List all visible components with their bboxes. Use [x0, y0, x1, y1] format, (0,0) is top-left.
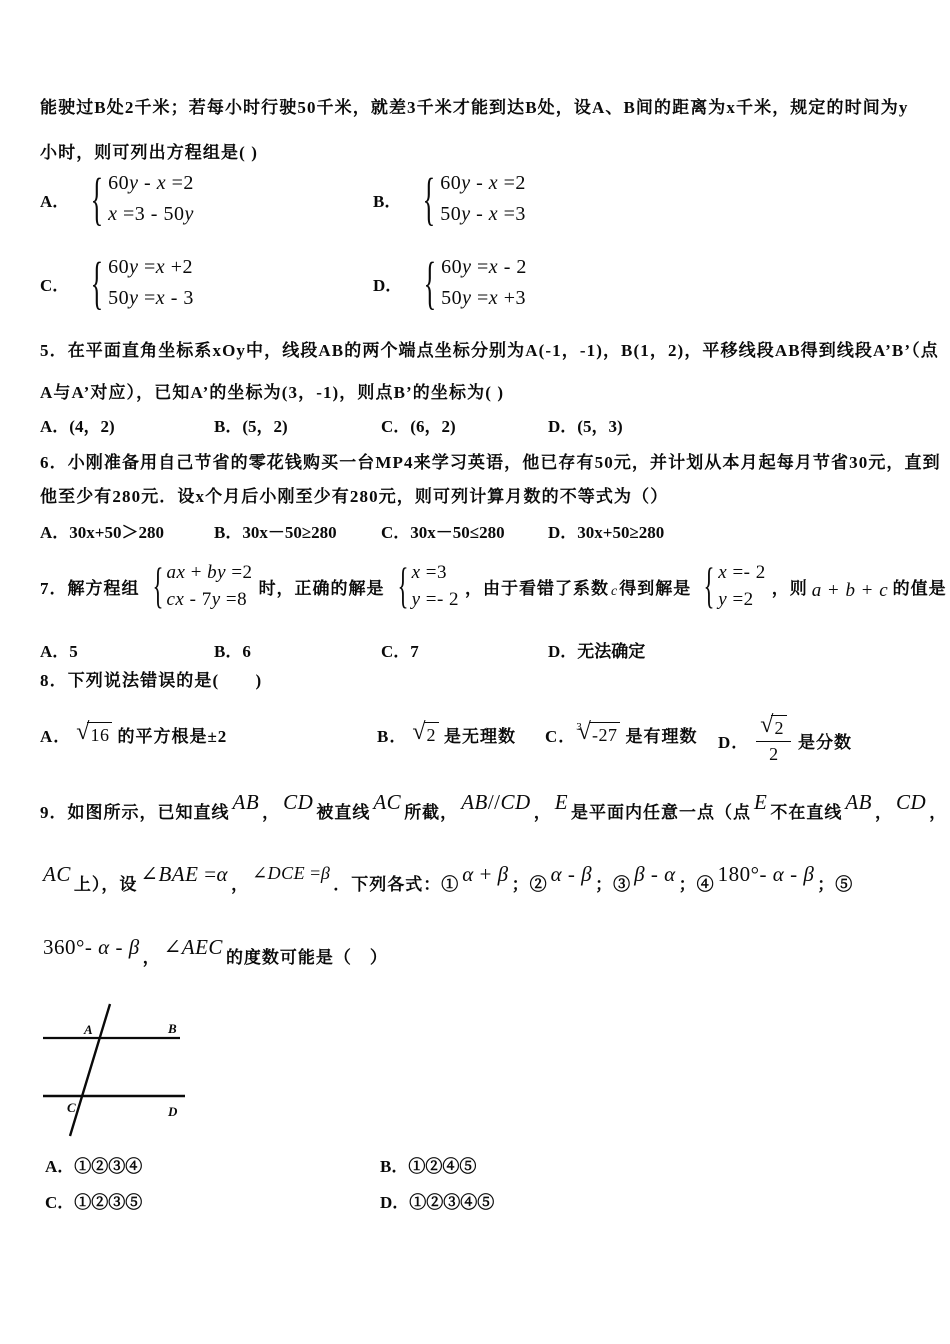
sqrt-expression — [76, 722, 112, 747]
q9-text-line3 — [40, 935, 388, 968]
figure-label-a: A — [84, 1022, 93, 1037]
left-brace — [91, 171, 104, 226]
math-segment: AC — [373, 790, 402, 814]
q7-mid3: 得到解是 — [619, 578, 692, 598]
math-segment: CD — [896, 790, 927, 814]
q6-text-line1: 6．小刚准备用自己节省的零花钱购买一台MP4来学习英语，他已存有50元，并计划从本月起每月节省30元，直到 — [40, 453, 941, 472]
text-segment: 上），设 — [73, 875, 138, 894]
equation-line: x =3 - 50y — [108, 203, 194, 225]
figure-label-b: B — [168, 1021, 177, 1036]
left-brace — [423, 171, 436, 226]
q7-options — [0, 637, 950, 667]
q8-option-c — [545, 722, 697, 747]
q9-text-line2 — [40, 862, 853, 895]
option-label: C． — [545, 727, 577, 746]
q5-option-d: D．(5，3) — [548, 417, 623, 436]
radicand: 16 — [87, 722, 112, 747]
radical-sign-icon — [760, 713, 773, 737]
radicand: 2 — [771, 715, 787, 740]
left-brace — [397, 562, 408, 610]
q7-option-a: A．5 — [40, 642, 78, 661]
math-segment: E — [754, 790, 768, 814]
equation-system — [415, 168, 526, 230]
figure-label-c: C — [67, 1100, 76, 1115]
q7-option-b: B．6 — [214, 642, 251, 661]
equation-line: y =- 2 — [411, 589, 460, 610]
q7-expression: a + b + c — [811, 580, 889, 601]
q9-options-row1 — [0, 1152, 950, 1182]
text-segment: 被直线 — [316, 803, 371, 822]
q8-option-a — [40, 722, 227, 747]
equation-system — [146, 559, 253, 613]
parallel-lines-figure — [40, 1000, 200, 1145]
text-segment: ， — [231, 875, 250, 894]
q7-mid4: ，则 — [771, 578, 808, 598]
text-segment: ；⑤ — [817, 875, 854, 894]
equation-line: 60y - x =2 — [440, 172, 526, 194]
q4-text-line1: 能驶过B处2千米；若每小时行驶50千米，就差3千米才能到达B处，设A、B间的距离为x千米，规定的时间为y — [40, 98, 909, 117]
q7-mid2: ，由于看错了系数 — [465, 578, 610, 598]
text-segment: ， — [142, 948, 161, 967]
text-segment: ；③ — [595, 875, 632, 894]
text-segment: ．下列各式：① — [333, 875, 460, 894]
option-text: 是分数 — [797, 732, 852, 752]
q5-option-a: A．(4，2) — [40, 417, 115, 436]
fraction-expression — [756, 715, 791, 766]
math-segment: CD — [283, 790, 314, 814]
q9-option-b: B．①②④⑤ — [380, 1157, 477, 1176]
equation-line: 50y - x =3 — [440, 203, 526, 225]
radicand: 2 — [424, 722, 440, 747]
option-label: B． — [377, 727, 408, 746]
text-segment: ， — [533, 803, 552, 822]
math-segment: α - β — [550, 862, 593, 886]
equation-line: 60y =x - 2 — [441, 256, 527, 278]
q4-option-b — [373, 168, 526, 230]
q8-option-d — [718, 704, 852, 776]
q6-option-d: D．30x+50≥280 — [548, 523, 665, 542]
equation-system — [416, 252, 527, 314]
math-segment: AB — [845, 790, 873, 814]
equation-system — [83, 252, 194, 314]
left-brace — [91, 255, 104, 310]
text-segment: ， — [875, 803, 894, 822]
q7-option-d: D．无法确定 — [548, 642, 646, 661]
radical-sign-icon — [76, 720, 89, 744]
left-brace — [152, 562, 163, 610]
text-segment: 不在直线 — [770, 803, 843, 822]
math-segment: E — [554, 790, 569, 814]
math-segment: α + β — [462, 862, 509, 886]
q5-text-line1: 5．在平面直角坐标系xOy中，线段AB的两个端点坐标分别为A(-1，-1)，B(1，2)，平移线段AB得到线段A’B’（点 — [40, 341, 939, 360]
text-segment: ；④ — [678, 875, 715, 894]
math-segment: AB — [232, 790, 260, 814]
q6-option-b: B．30x－50≥280 — [214, 523, 337, 542]
math-segment: 360°- α - β — [43, 935, 140, 959]
equation-system — [83, 168, 194, 230]
text-segment: 的度数可能是（ ） — [225, 948, 388, 967]
q8-option-b — [377, 722, 516, 747]
equation-system — [391, 559, 459, 613]
text-segment: 是平面内任意一点（点 — [571, 803, 752, 822]
option-text: 的平方根是±2 — [117, 727, 228, 746]
math-segment: ∠BAE =α — [140, 862, 229, 886]
figure-label-d: D — [168, 1104, 178, 1119]
text-segment: ；② — [511, 875, 548, 894]
math-segment: 180°- α - β — [717, 862, 815, 886]
option-label: B． — [373, 191, 402, 211]
option-label: C． — [40, 275, 70, 295]
left-brace — [704, 562, 715, 610]
root-index: 3 — [576, 720, 582, 733]
equation-line: 50y =x +3 — [441, 287, 526, 309]
equation-line: 60y - x =2 — [108, 172, 194, 194]
q9-option-c: C．①②③⑤ — [45, 1193, 143, 1212]
cube-root-expression — [578, 722, 621, 747]
text-segment: ， — [262, 803, 281, 822]
math-segment: β - α — [634, 862, 676, 886]
option-label: A． — [40, 191, 70, 211]
equation-line: ax + by =2 — [166, 562, 253, 583]
q9-options-row2 — [0, 1188, 950, 1218]
q9-option-d: D．①②③④⑤ — [380, 1193, 495, 1212]
math-segment: AB//CD — [461, 790, 531, 814]
q4-option-d — [373, 252, 527, 314]
q6-option-c: C．30x－50≤280 — [381, 523, 505, 542]
q9-option-a: A．①②③④ — [45, 1157, 143, 1176]
radical-sign-icon — [412, 720, 425, 744]
q6-text-line2: 他至少有280元．设x个月后小刚至少有280元，则可列计算月数的不等式为（） — [40, 487, 669, 506]
q8-text-line1: 8．下列说法错误的是( ) — [40, 671, 263, 690]
q6-options — [0, 518, 950, 548]
fraction-denominator: 2 — [756, 741, 791, 765]
q6-option-a: A．30x+50＞280 — [40, 523, 164, 542]
left-brace — [424, 255, 437, 310]
q9-text-line1 — [40, 790, 947, 823]
equation-line: x =3 — [411, 562, 447, 583]
math-segment: ∠DCE =β — [252, 863, 331, 883]
equation-line: cx - 7y =8 — [166, 589, 248, 610]
text-segment: 所截， — [404, 803, 459, 822]
q5-text-line2: A与A’对应），已知A’的坐标为(3，-1)，则点B’的坐标为( ) — [40, 383, 505, 402]
q4-text-line2: 小时，则可列出方程组是( ) — [40, 143, 258, 162]
q7-option-c: C．7 — [381, 642, 419, 661]
q7-mid1: 时，正确的解是 — [258, 578, 385, 598]
q5-options — [0, 412, 950, 442]
q7-suffix: 的值是 — [892, 578, 947, 598]
sqrt-expression — [412, 722, 439, 747]
text-segment: ， — [929, 803, 948, 822]
equation-system — [697, 559, 765, 613]
q4-option-a — [40, 168, 194, 230]
math-segment: ∠AEC — [163, 935, 223, 959]
equation-line: 60y =x +2 — [108, 256, 193, 278]
q4-option-c — [40, 252, 194, 314]
option-text: 是有理数 — [625, 727, 698, 746]
equation-line: x =- 2 — [718, 562, 766, 583]
q7-prefix: 7．解方程组 — [40, 578, 140, 598]
equation-line: 50y =x - 3 — [108, 287, 194, 309]
sqrt-expression — [760, 715, 787, 740]
math-segment: AC — [43, 862, 71, 886]
radicand: -27 — [589, 722, 621, 747]
option-label: A． — [40, 727, 72, 746]
equation-line: y =2 — [718, 589, 754, 610]
q7-coefficient-c: c — [611, 584, 618, 599]
q5-option-c: C．(6，2) — [381, 417, 456, 436]
option-label: D． — [373, 275, 403, 295]
fraction-numerator — [756, 715, 791, 742]
text-segment: 9．如图所示，已知直线 — [40, 803, 230, 822]
option-text: 是无理数 — [444, 727, 517, 746]
q7-statement — [40, 553, 947, 619]
option-label: D． — [718, 732, 750, 752]
q5-option-b: B．(5，2) — [214, 417, 288, 436]
